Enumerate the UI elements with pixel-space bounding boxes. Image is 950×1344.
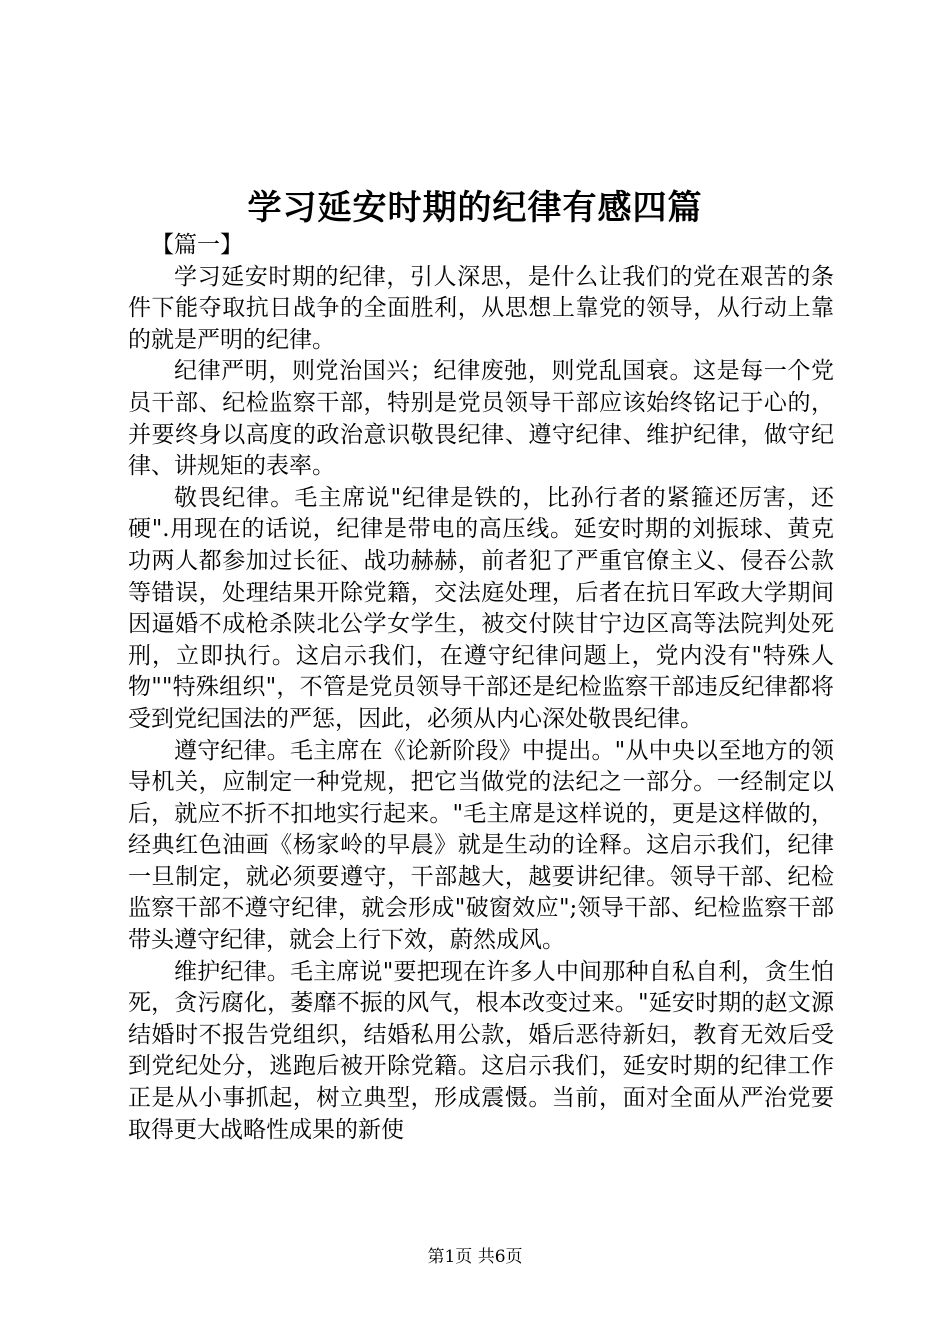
document-body bbox=[128, 230, 834, 1146]
paragraph: 纪律严明，则党治国兴；纪律废弛，则党乱国衰。这是每一个党员干部、纪检监察干部，特别是党员领导干部应该始终铭记于心的，并要终身以高度的政治意识敬畏纪律、遵守纪律、维护纪律，做守纪律、讲规矩的表率。 bbox=[128, 358, 834, 480]
paragraph: 学习延安时期的纪律，引人深思，是什么让我们的党在艰苦的条件下能夺取抗日战争的全面胜利，从思想上靠党的领导，从行动上靠的就是严明的纪律。 bbox=[128, 263, 834, 353]
document-title: 学习延安时期的纪律有感四篇 bbox=[247, 188, 703, 228]
paragraph: 遵守纪律。毛主席在《论新阶段》中提出。"从中央以至地方的领导机关，应制定一种党规，把它当做党的法纪之一部分。一经制定以后，就应不折不扣地实行起来。"毛主席是这样说的，更是这样做的，经典红色油画《杨家岭的早晨》就是生动的诠释。这启示我们，纪律一旦制定，就必须要遵守，干部越大，越要讲纪律。领导干部、纪检监察干部不遵守纪律，就会形成"破窗效应";领导干部、纪检监察干部带头遵守纪律，就会上行下效，蔚然成风。 bbox=[128, 737, 834, 954]
paragraph: 敬畏纪律。毛主席说"纪律是铁的，比孙行者的紧箍还厉害，还硬".用现在的话说，纪律是带电的高压线。延安时期的刘振球、黄克功两人都参加过长征、战功赫赫，前者犯了严重官僚主义、侵吞公款等错误，处理结果开除党籍，交法庭处理，后者在抗日军政大学期间因逼婚不成枪杀陕北公学女学生，被交付陕甘宁边区高等法院判处死刑，立即执行。这启示我们，在遵守纪律问题上，党内没有"特殊人物""特殊组织"，不管是党员领导干部还是纪检监察干部违反纪律都将受到党纪国法的严惩，因此，必须从内心深处敬畏纪律。 bbox=[128, 484, 834, 732]
page-footer: 第1页 共6页 bbox=[427, 1247, 523, 1267]
paragraph: 维护纪律。毛主席说"要把现在许多人中间那种自私自利，贪生怕死，贪污腐化，萎靡不振的风气，根本改变过来。"延安时期的赵文源结婚时不报告党组织，结婚私用公款，婚后恶待新妇，教育无效后受到党纪处分，逃跑后被开除党籍。这启示我们，延安时期的纪律工作正是从小事抓起，树立典型，形成震慑。当前，面对全面从严治党要取得更大战略性成果的新使 bbox=[128, 958, 834, 1143]
section-label: 【篇一】 bbox=[151, 232, 243, 258]
